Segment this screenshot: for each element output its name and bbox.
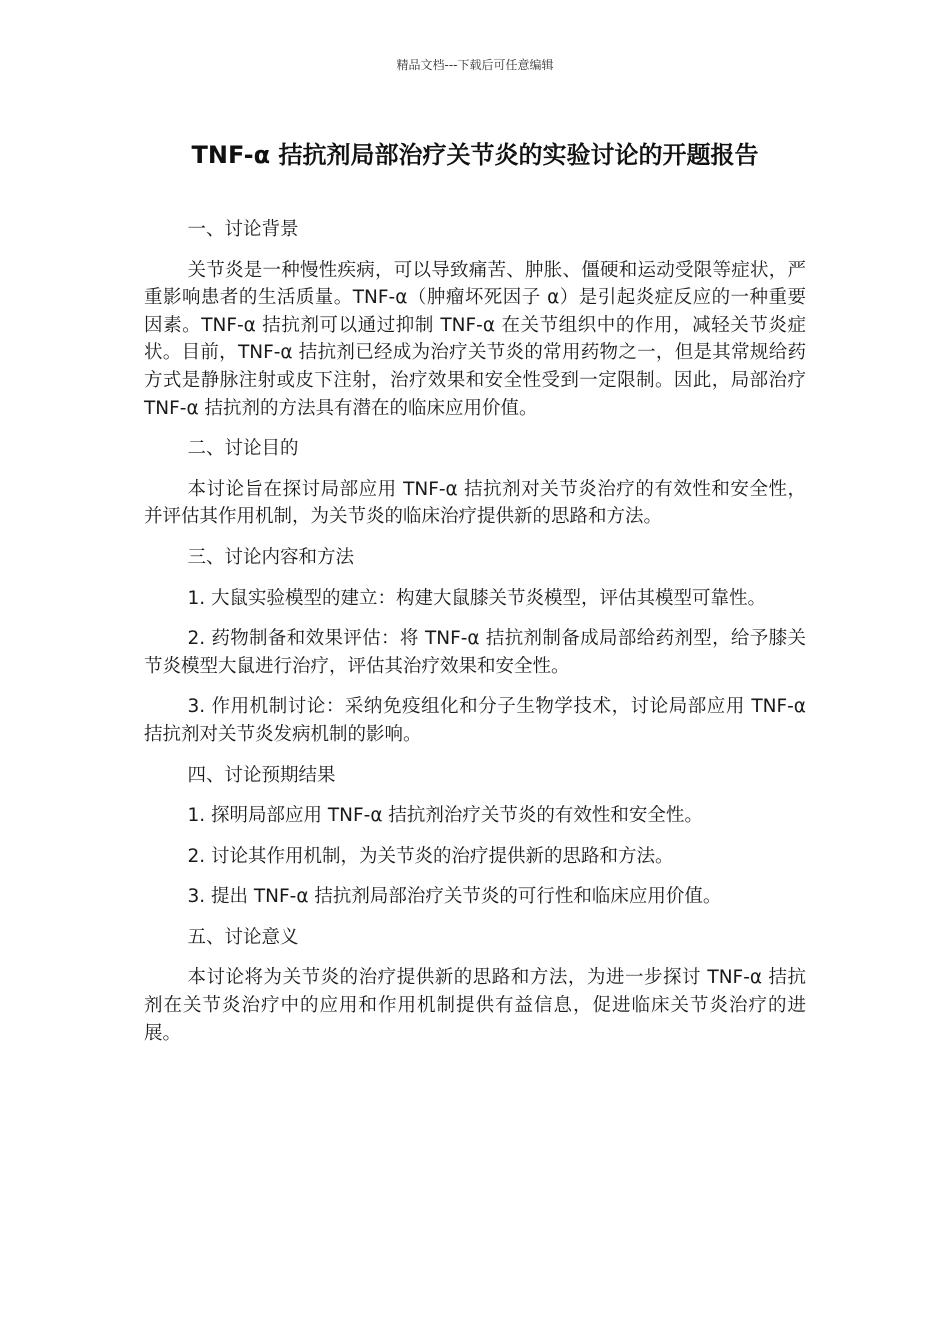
header-note: 精品文档---下载后可任意编辑 <box>396 58 554 72</box>
section-heading-methods: 三、讨论内容和方法 <box>187 546 354 568</box>
list-item-result-2: 2. 讨论其作用机制，为关节炎的治疗提供新的思路和方法。 <box>187 845 674 867</box>
list-item-result-1: 1. 探明局部应用 TNF-α 拮抗剂治疗关节炎的有效性和安全性。 <box>187 805 703 827</box>
paragraph-background: 关节炎是一种慢性疾病，可以导致痛苦、肿胀、僵硬和运动受限等症状，严重影响患者的生活质量。TNF-α（肿瘤坏死因子 α）是引起炎症反应的一种重要因素。TNF-α 拮抗剂可以通过抑制 TNF-α 在关节组织中的作用，减轻关节炎症状。目前，TNF-α 拮抗剂已经成为治疗关节炎的常用药物之一，但是其常规给药方式是静脉注射或皮下注射，治疗效果和安全性受到一定限制。因此，局部治疗 TNF-α 拮抗剂的方法具有潜在的临床应用价值。 <box>144 259 806 419</box>
document-body <box>144 216 806 1047</box>
section-heading-expected-results: 四、讨论预期结果 <box>187 764 336 786</box>
list-item-result-3: 3. 提出 TNF-α 拮抗剂局部治疗关节炎的可行性和临床应用价值。 <box>187 886 722 908</box>
list-item-method-1: 1. 大鼠实验模型的建立：构建大鼠膝关节炎模型，评估其模型可靠性。 <box>187 587 767 609</box>
section-heading-background: 一、讨论背景 <box>187 219 299 240</box>
section-heading-purpose: 二、讨论目的 <box>187 438 299 460</box>
list-item-method-3: 3. 作用机制讨论：采纳免疫组化和分子生物学技术，讨论局部应用 TNF-α 拮抗剂对关节炎发病机制的影响。 <box>144 696 806 745</box>
paragraph-purpose: 本讨论旨在探讨局部应用 TNF-α 拮抗剂对关节炎治疗的有效性和安全性，并评估其作用机制，为关节炎的临床治疗提供新的思路和方法。 <box>144 478 806 528</box>
section-heading-significance: 五、讨论意义 <box>187 926 299 948</box>
document-title: TNF-α 拮抗剂局部治疗关节炎的实验讨论的开题报告 <box>191 141 759 169</box>
list-item-method-2: 2. 药物制备和效果评估：将 TNF-α 拮抗剂制备成局部给药剂型，给予膝关节炎模型大鼠进行治疗，评估其治疗效果和安全性。 <box>144 628 806 677</box>
paragraph-significance: 本讨论将为关节炎的治疗提供新的思路和方法，为进一步探讨 TNF-α 拮抗剂在关节炎治疗中的应用和作用机制提供有益信息，促进临床关节炎治疗的进展。 <box>144 967 806 1044</box>
